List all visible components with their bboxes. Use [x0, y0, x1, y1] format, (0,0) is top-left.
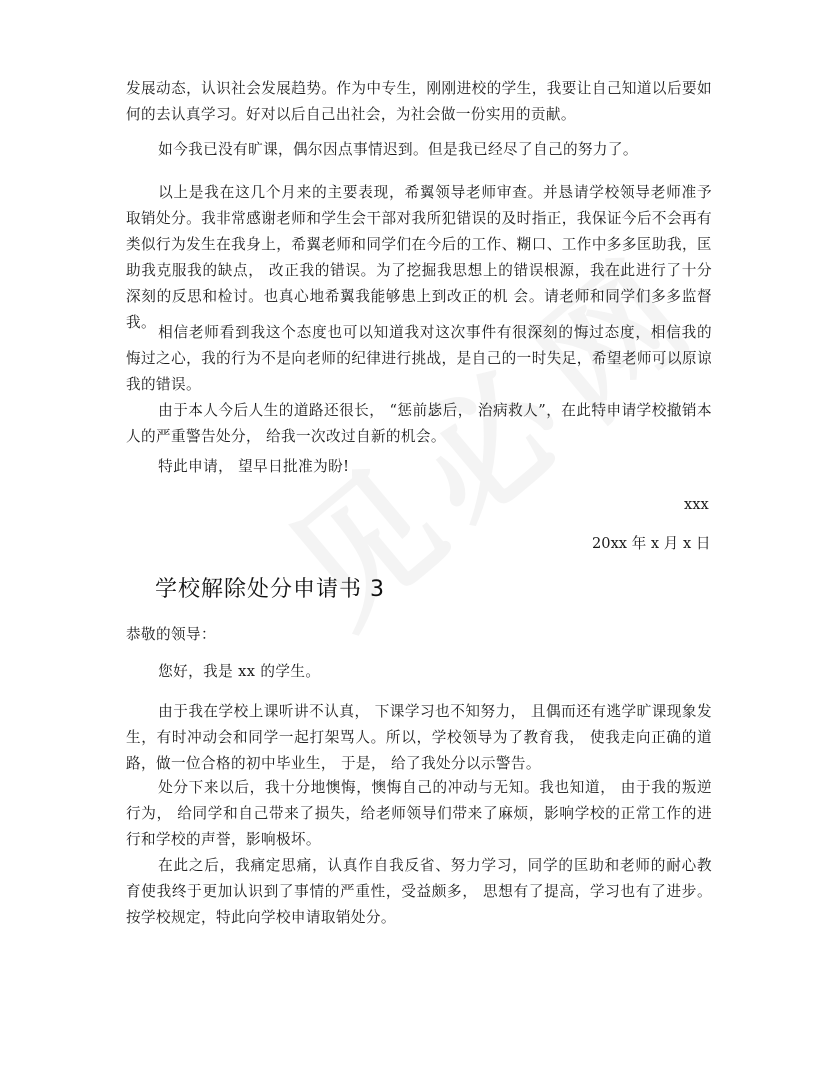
greeting: 您好，我是 xx 的学生。 [158, 663, 321, 680]
signature: xxx [684, 496, 709, 513]
paragraph-regret: 处分下来以后，我十分地懊悔，懊悔自己的冲动与无知。我也知道， 由于我的叛逆行为， 给同学和自己带来了损失，给老师领导们带来了麻烦，影响学校的正常工作的进行和学校的声誉，影响极坏。 [126, 779, 712, 848]
section-heading: 学校解除处分申请书 3 [155, 577, 385, 602]
paragraph-closing: 特此申请， 望早日批准为盼! [158, 458, 350, 475]
paragraph-attendance: 如今我已没有旷课，偶尔因点事情迟到。但是我已经尽了自己的努力了。 [158, 141, 638, 158]
date: 20xx 年 x 月 x 日 [592, 535, 711, 552]
paragraph-reason: 由于我在学校上课听讲不认真， 下课学习也不知努力， 且偶而还有逃学旷课现象发生，有时冲动会和同学一起打架骂人。所以，学校领导为了教育我， 使我走向正确的道路，做一位合格的初中毕业生， 于是， 给了我处分以示警告。 [126, 703, 712, 772]
paragraph-reflection: 在此之后，我痛定思痛，认真作自我反省、努力学习，同学的匡助和老师的耐心教育使我终于更加认识到了事情的严重性，受益颇多， 思想有了提高，学习也有了进步。按学校规定，特此向学校申请取销处分。 [126, 857, 712, 926]
paragraph-continuation: 发展动态，认识社会发展趋势。作为中专生，刚刚进校的学生，我要让自己知道以后要如何的去认真学习。好对以后自己出社会，为社会做一份实用的贡献。 [126, 80, 712, 123]
paragraph-summary: 以上是我在这几个月来的主要表现，希翼领导老师审查。并恳请学校领导老师准予取销处分。我非常感谢老师和学生会干部对我所犯错误的及时指正，我保证今后不会再有类似行为发生在我身上，希翼老师和同学们在今后的工作、糊口、工作中多多匡助我，匡助我克服我的缺点， 改正我的错误。为了挖掘我思想上的错误根源，我在此进行了十分深刻的反思和检讨。也真心地希翼我能够患上到改正的机 会。请老师和同学们多多监督我。 [126, 184, 712, 331]
salutation: 恭敬的领导： [126, 626, 216, 643]
paragraph-trust: 相信老师看到我这个态度也可以知道我对这次事件有很深刻的悔过态度，相信我的悔过之心，我的行为不是向老师的纪律进行挑战，是自己的一时失足，希望老师可以原谅我的错误。 [126, 324, 712, 393]
paragraph-request: 由于本人今后人生的道路还很长， “惩前毖后， 治病救人”，在此特申请学校撤销本人的严重警告处分， 给我一次改过自新的机会。 [126, 402, 712, 445]
